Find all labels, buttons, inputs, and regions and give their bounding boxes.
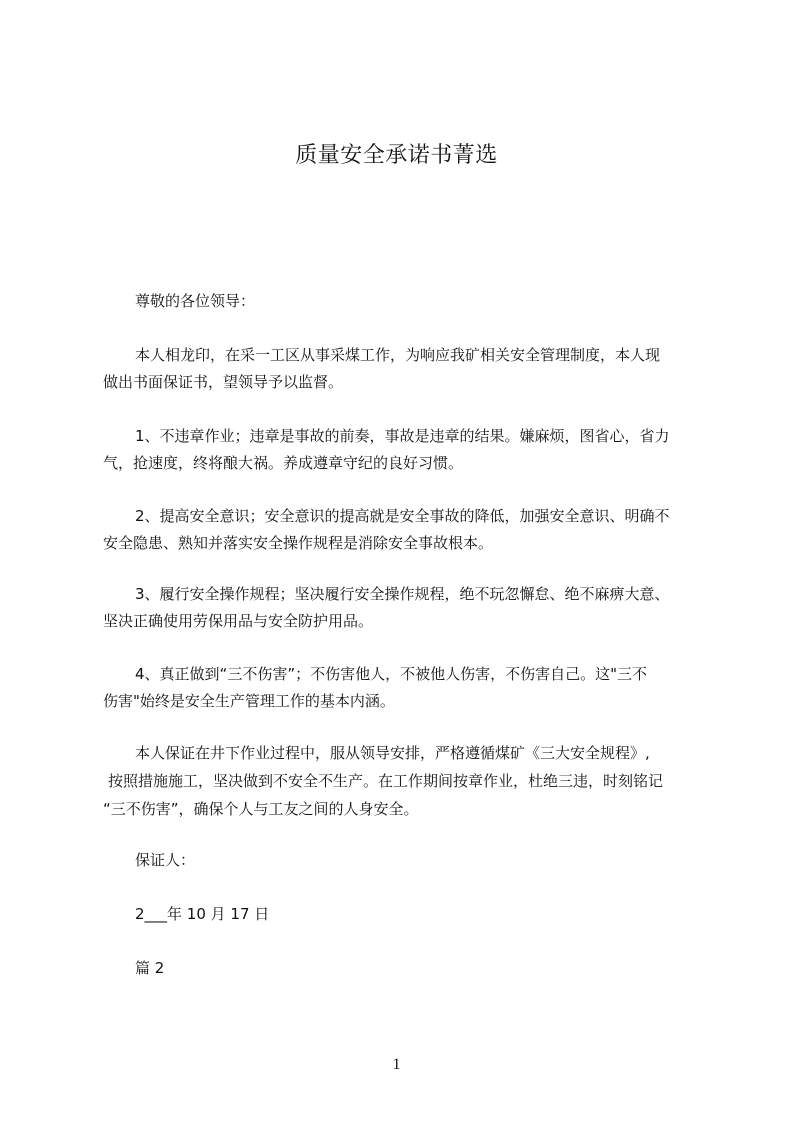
section-heading: 篇 2 xyxy=(135,959,165,977)
guarantor-label: 保证人： xyxy=(135,851,196,869)
signature-date: 2___年 10 月 17 日 xyxy=(135,905,270,923)
intro-line-2: 做出书面保证书，望领导予以监督。 xyxy=(103,373,344,391)
salutation: 尊敬的各位领导： xyxy=(135,292,256,310)
item-2-line-2: 安全隐患、熟知并落实安全操作规程是消除安全事故根本。 xyxy=(103,534,494,552)
item-2-line-1: 2、提高安全意识；安全意识的提高就是安全事故的降低，加强安全意识、明确不 xyxy=(135,507,670,525)
commitment-line-1: 本人保证在井下作业过程中，服从领导安排，严格遵循煤矿《三大安全规程》, xyxy=(135,744,650,762)
commitment-line-3: “三不伤害”，确保个人与工友之间的人身安全。 xyxy=(103,800,419,818)
item-4-line-2: 伤害"始终是安全生产管理工作的基本内涵。 xyxy=(103,692,395,710)
page-number: 1 xyxy=(392,1056,401,1073)
item-1-line-2: 气，抢速度，终将酿大祸。养成遵章守纪的良好习惯。 xyxy=(103,454,464,472)
item-1-line-1: 1、不违章作业；违章是事故的前奏，事故是违章的结果。嫌麻烦，图省心，省力 xyxy=(135,427,670,445)
intro-line-1: 本人相龙印，在采一工区从事采煤工作，为响应我矿相关安全管理制度，本人现 xyxy=(135,346,661,364)
item-3-line-1: 3、履行安全操作规程；坚决履行安全操作规程，绝不玩忽懈怠、绝不麻痹大意、 xyxy=(135,585,670,603)
item-3-line-2: 坚决正确使用劳保用品与安全防护用品。 xyxy=(103,612,374,630)
document-title: 质量安全承诺书菁选 xyxy=(295,143,498,168)
commitment-line-2: 按照措施施工，坚决做到不安全不生产。在工作期间按章作业，杜绝三违，时刻铭记 xyxy=(108,772,664,790)
item-4-line-1: 4、真正做到“三不伤害”；不伤害他人，不被他人伤害，不伤害自己。这"三不 xyxy=(135,665,647,683)
